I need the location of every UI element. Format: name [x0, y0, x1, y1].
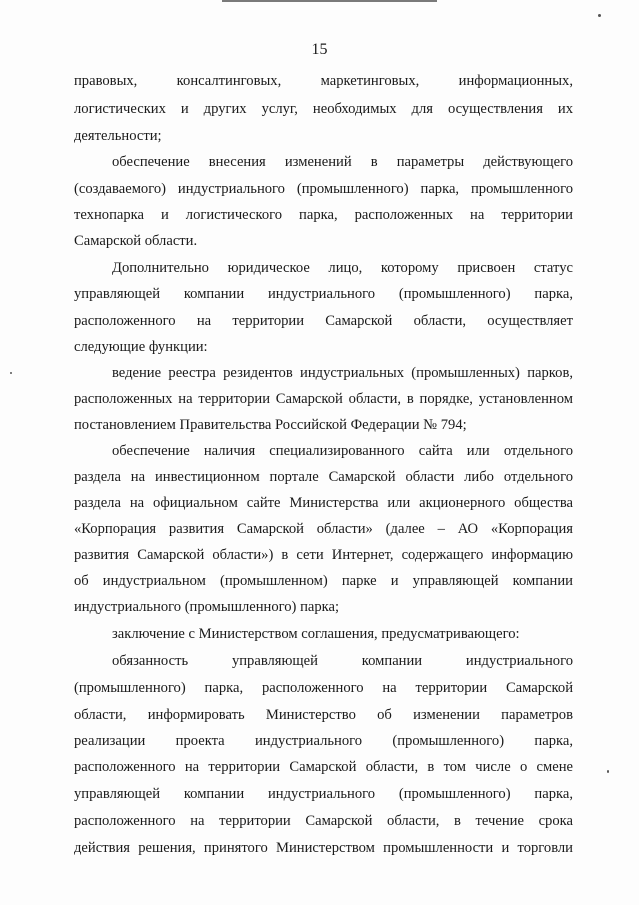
text-line: следующие функции:: [74, 339, 208, 355]
text-line: ведение реестра резидентов индустриальных (промышленных) парков,: [112, 365, 573, 381]
text-line: логистических и других услуг, необходимых для осуществления их: [74, 101, 573, 117]
text-line: деятельности;: [74, 128, 162, 144]
text-line: обеспечение наличия специализированного сайта или отдельного: [112, 443, 573, 459]
text-line: расположенных на территории Самарской области, в порядке, установленном: [74, 391, 573, 407]
text-line: расположенного на территории Самарской области, осуществляет: [74, 313, 573, 329]
text-line: раздела на официальном сайте Министерства или акционерного общества: [74, 495, 573, 511]
text-line: Дополнительно юридическое лицо, которому присвоен статус: [112, 260, 573, 276]
text-line: постановлением Правительства Российской Федерации № 794;: [74, 417, 467, 433]
text-line: обеспечение внесения изменений в параметры действующего: [112, 154, 573, 170]
text-line: раздела на инвестиционном портале Самарской области либо отдельного: [74, 469, 573, 485]
scan-speck: [607, 770, 609, 773]
text-line: действия решения, принятого Министерством промышленности и торговли: [74, 840, 573, 856]
text-line: управляющей компании индустриального (промышленного) парка,: [74, 786, 573, 802]
text-line: обязанность управляющей компании индустриального: [112, 653, 573, 669]
text-line: развития Самарской области») в сети Интернет, содержащего информацию: [74, 547, 573, 563]
text-line: правовых, консалтинговых, маркетинговых, информационных,: [74, 73, 573, 89]
text-line: расположенного на территории Самарской области, в течение срока: [74, 813, 573, 829]
scan-speck: [598, 14, 601, 17]
text-line: заключение с Министерством соглашения, предусматривающего:: [112, 626, 520, 642]
top-rule: [222, 0, 437, 2]
text-line: реализации проекта индустриального (промышленного) парка,: [74, 733, 573, 749]
page-number: 15: [311, 41, 328, 58]
text-line: «Корпорация развития Самарской области» (далее – АО «Корпорация: [74, 521, 573, 537]
text-line: области, информировать Министерство об изменении параметров: [74, 707, 573, 723]
scan-speck: [10, 372, 12, 374]
text-line: об индустриальном (промышленном) парке и управляющей компании: [74, 573, 573, 589]
text-line: (создаваемого) индустриального (промышленного) парка, промышленного: [74, 181, 573, 197]
text-line: расположенного на территории Самарской области, в том числе о смене: [74, 759, 573, 775]
text-line: управляющей компании индустриального (промышленного) парка,: [74, 286, 573, 302]
text-line: технопарка и логистического парка, расположенных на территории: [74, 207, 573, 223]
text-line: индустриального (промышленного) парка;: [74, 599, 340, 615]
text-line: (промышленного) парка, расположенного на территории Самарской: [74, 680, 573, 696]
text-line: Самарской области.: [74, 233, 198, 249]
